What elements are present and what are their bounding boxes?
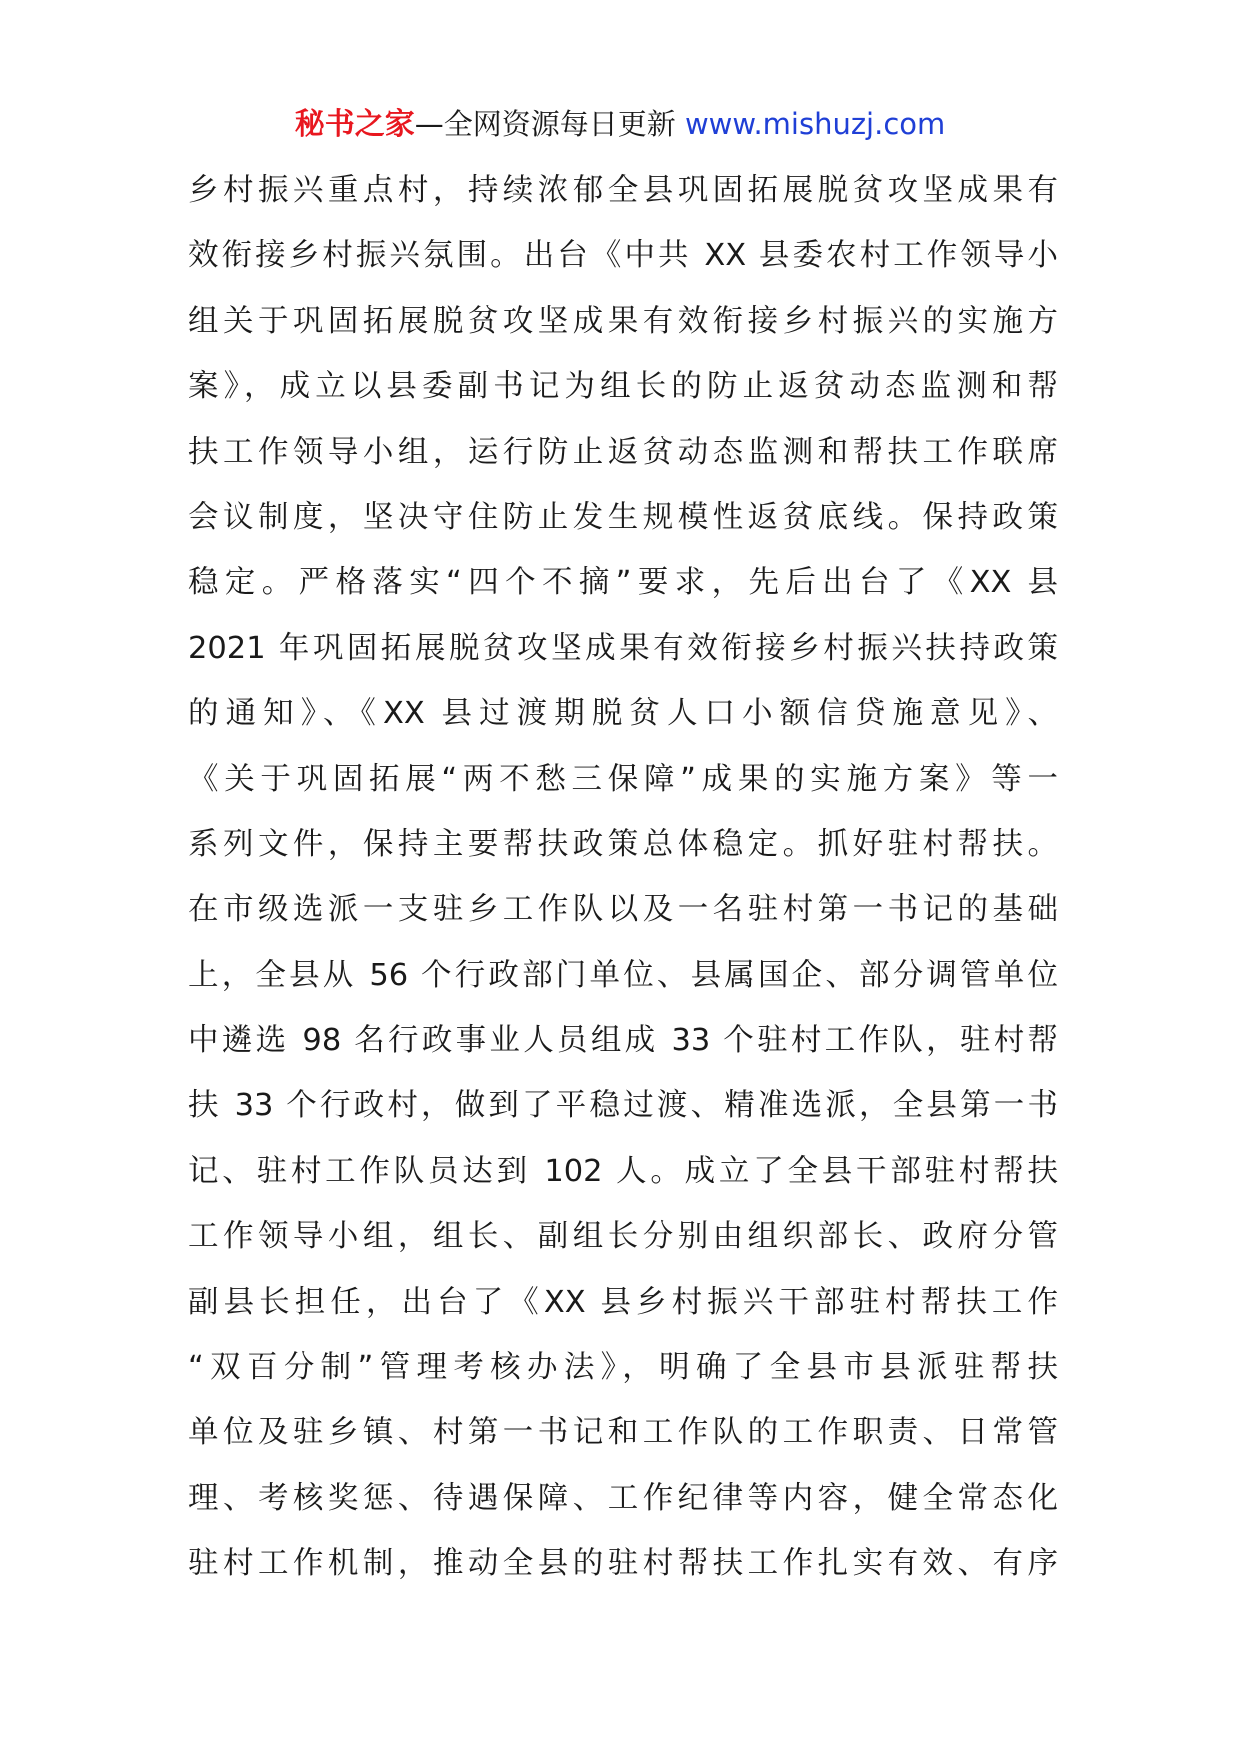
body-line: 工作领导小组，组长、副组长分别由组织部长、政府分管: [188, 1219, 1058, 1255]
body-line: 记、驻村工作队员达到 102 人。成立了全县干部驻村帮扶: [188, 1153, 1058, 1189]
body-line: 扶工作领导小组，运行防止返贫动态监测和帮扶工作联席: [188, 434, 1058, 470]
body-line: 案》，成立以县委副书记为组长的防止返贫动态监测和帮: [188, 369, 1058, 405]
body-line: “双百分制”管理考核办法》，明确了全县市县派驻帮扶: [188, 1350, 1058, 1386]
header-site-link[interactable]: www.mishuzj.com: [684, 107, 946, 141]
body-line: 驻村工作机制，推动全县的驻村帮扶工作扎实有效、有序: [188, 1546, 1058, 1582]
header-brand: 秘书之家: [294, 107, 415, 142]
body-line: 单位及驻乡镇、村第一书记和工作队的工作职责、日常管: [188, 1415, 1058, 1451]
body-line: 2021 年巩固拓展脱贫攻坚成果有效衔接乡村振兴扶持政策: [188, 630, 1058, 666]
header-slogan: —全网资源每日更新: [414, 107, 676, 141]
body-line: 的通知》、《XX 县过渡期脱贫人口小额信贷施意见》、: [188, 696, 1058, 732]
body-line: 副县长担任，出台了《XX 县乡村振兴干部驻村帮扶工作: [188, 1284, 1058, 1320]
body-line: 效衔接乡村振兴氛围。出台《中共 XX 县委农村工作领导小: [188, 238, 1058, 274]
body-line: 扶 33 个行政村，做到了平稳过渡、精准选派，全县第一书: [188, 1088, 1058, 1124]
page-header: [0, 102, 1240, 147]
body-line: 组关于巩固拓展脱贫攻坚成果有效衔接乡村振兴的实施方: [188, 303, 1058, 339]
body-line: 上，全县从 56 个行政部门单位、县属国企、部分调管单位: [188, 957, 1058, 993]
body-line: 《关于巩固拓展“两不愁三保障”成果的实施方案》等一: [188, 761, 1058, 797]
body-line: 在市级选派一支驻乡工作队以及一名驻村第一书记的基础: [188, 892, 1058, 928]
body-line: 稳定。严格落实“四个不摘”要求，先后出台了《XX 县: [188, 565, 1058, 601]
document-body: [188, 158, 1058, 1597]
body-line: 乡村振兴重点村，持续浓郁全县巩固拓展脱贫攻坚成果有: [188, 173, 1058, 208]
body-line: 中遴选 98 名行政事业人员组成 33 个驻村工作队，驻村帮: [188, 1023, 1058, 1059]
body-line: 理、考核奖惩、待遇保障、工作纪律等内容，健全常态化: [188, 1480, 1058, 1516]
body-line: 会议制度，坚决守住防止发生规模性返贫底线。保持政策: [188, 499, 1058, 535]
body-line: 系列文件，保持主要帮扶政策总体稳定。抓好驻村帮扶。: [188, 826, 1058, 862]
